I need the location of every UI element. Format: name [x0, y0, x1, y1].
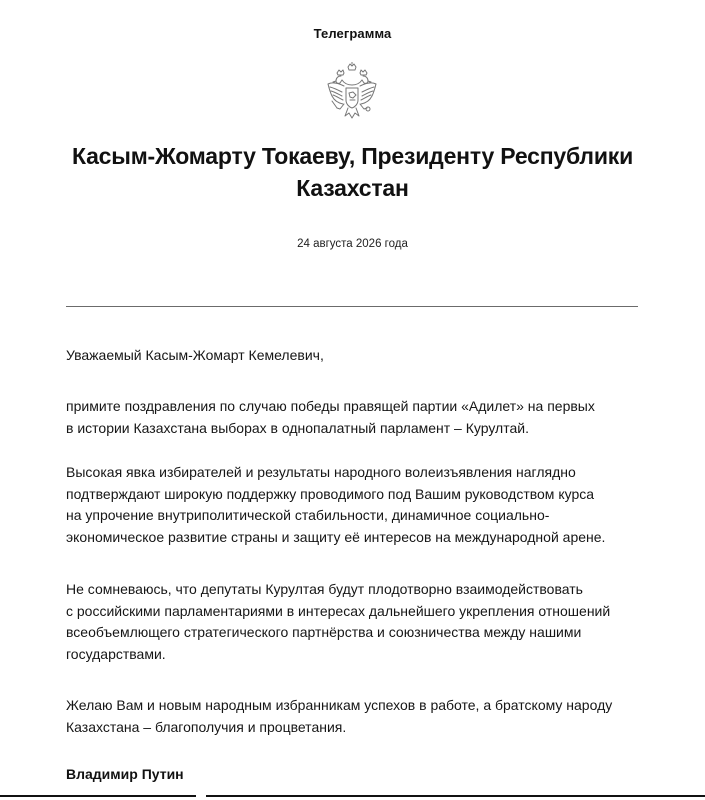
divider	[66, 306, 638, 307]
headline-line: Казахстан	[296, 175, 409, 201]
greeting: Уважаемый Касым-Жомарт Кемелевич,	[66, 347, 324, 363]
paragraph	[66, 695, 646, 738]
document-headline	[40, 140, 665, 204]
paragraph-line: всеобъемлющего стратегического партнёрства и союзничества между нашими	[66, 624, 582, 640]
border-segment	[0, 795, 196, 797]
paragraph-line: примите поздравления по случаю победы правящей партии «Адилет» на первых	[66, 398, 595, 414]
paragraph-line: Казахстана – благополучия и процветания.	[66, 718, 347, 735]
paragraph-line: экономическое развитие страны и защиту её интересов на международной арене.	[66, 528, 606, 545]
headline-line: Касым-Жомарту Токаеву, Президенту Республики	[71, 143, 634, 169]
paragraph-line: подтверждают широкую поддержку проводимого под Вашим руководством курса	[66, 485, 595, 502]
paragraph-line: на упрочение внутриполитической стабильности, динамичное социально-	[66, 507, 550, 523]
paragraph-line: Не сомневаюсь, что депутаты Курултая будут плодотворно взаимодействовать	[66, 581, 583, 597]
paragraph	[66, 579, 646, 665]
document-date: 24 августа 2026 года	[297, 238, 408, 250]
paragraph	[66, 396, 646, 439]
paragraph-line: Желаю Вам и новым народным избранникам успехов в работе, а братскому народу	[66, 697, 613, 713]
paragraph-line: с российскими парламентариями в интересах дальнейшего укрепления отношений	[66, 602, 611, 619]
signature: Владимир Путин	[66, 766, 184, 782]
paragraph-line: государствами.	[66, 645, 166, 662]
paragraph-line: Высокая явка избирателей и результаты народного волеизъявления наглядно	[66, 464, 576, 480]
bottom-border	[0, 792, 705, 800]
russian-coat-of-arms-icon	[324, 62, 380, 122]
border-segment	[206, 795, 705, 797]
paragraph	[66, 462, 646, 548]
document-type-label: Телеграмма	[313, 26, 392, 41]
paragraph-line: в истории Казахстана выборах в однопалатный парламент – Курултай.	[66, 419, 529, 436]
